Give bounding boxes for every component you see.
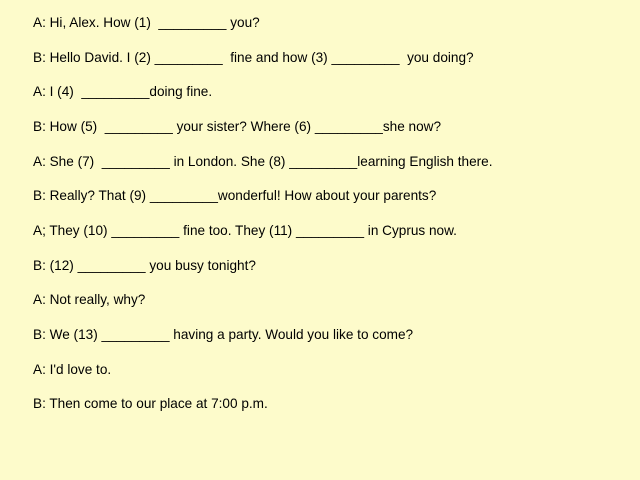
dialogue-line-1: A: Hi, Alex. How (1) _________ you?: [33, 15, 260, 30]
dialogue-line-11: A: I'd love to.: [33, 362, 112, 377]
dialogue-line-10: B: We (13) _________ having a party. Would you like to come?: [33, 327, 414, 342]
dialogue-line-4: B: How (5) _________ your sister? Where (6) _________she now?: [33, 119, 442, 134]
dialogue-line-5: A: She (7) _________ in London. She (8) _________learning English there.: [33, 154, 493, 169]
dialogue-line-9: A: Not really, why?: [33, 292, 146, 307]
dialogue-line-2: B: Hello David. I (2) _________ fine and how (3) _________ you doing?: [33, 50, 474, 65]
dialogue-line-8: B: (12) _________ you busy tonight?: [33, 258, 256, 273]
dialogue-line-12: B: Then come to our place at 7:00 p.m.: [33, 396, 268, 411]
dialogue-line-3: A: I (4) _________doing fine.: [33, 84, 213, 99]
dialogue-line-7: A; They (10) _________ fine too. They (11) _________ in Cyprus now.: [33, 223, 457, 238]
dialogue-line-6: B: Really? That (9) _________wonderful! How about your parents?: [33, 188, 437, 203]
